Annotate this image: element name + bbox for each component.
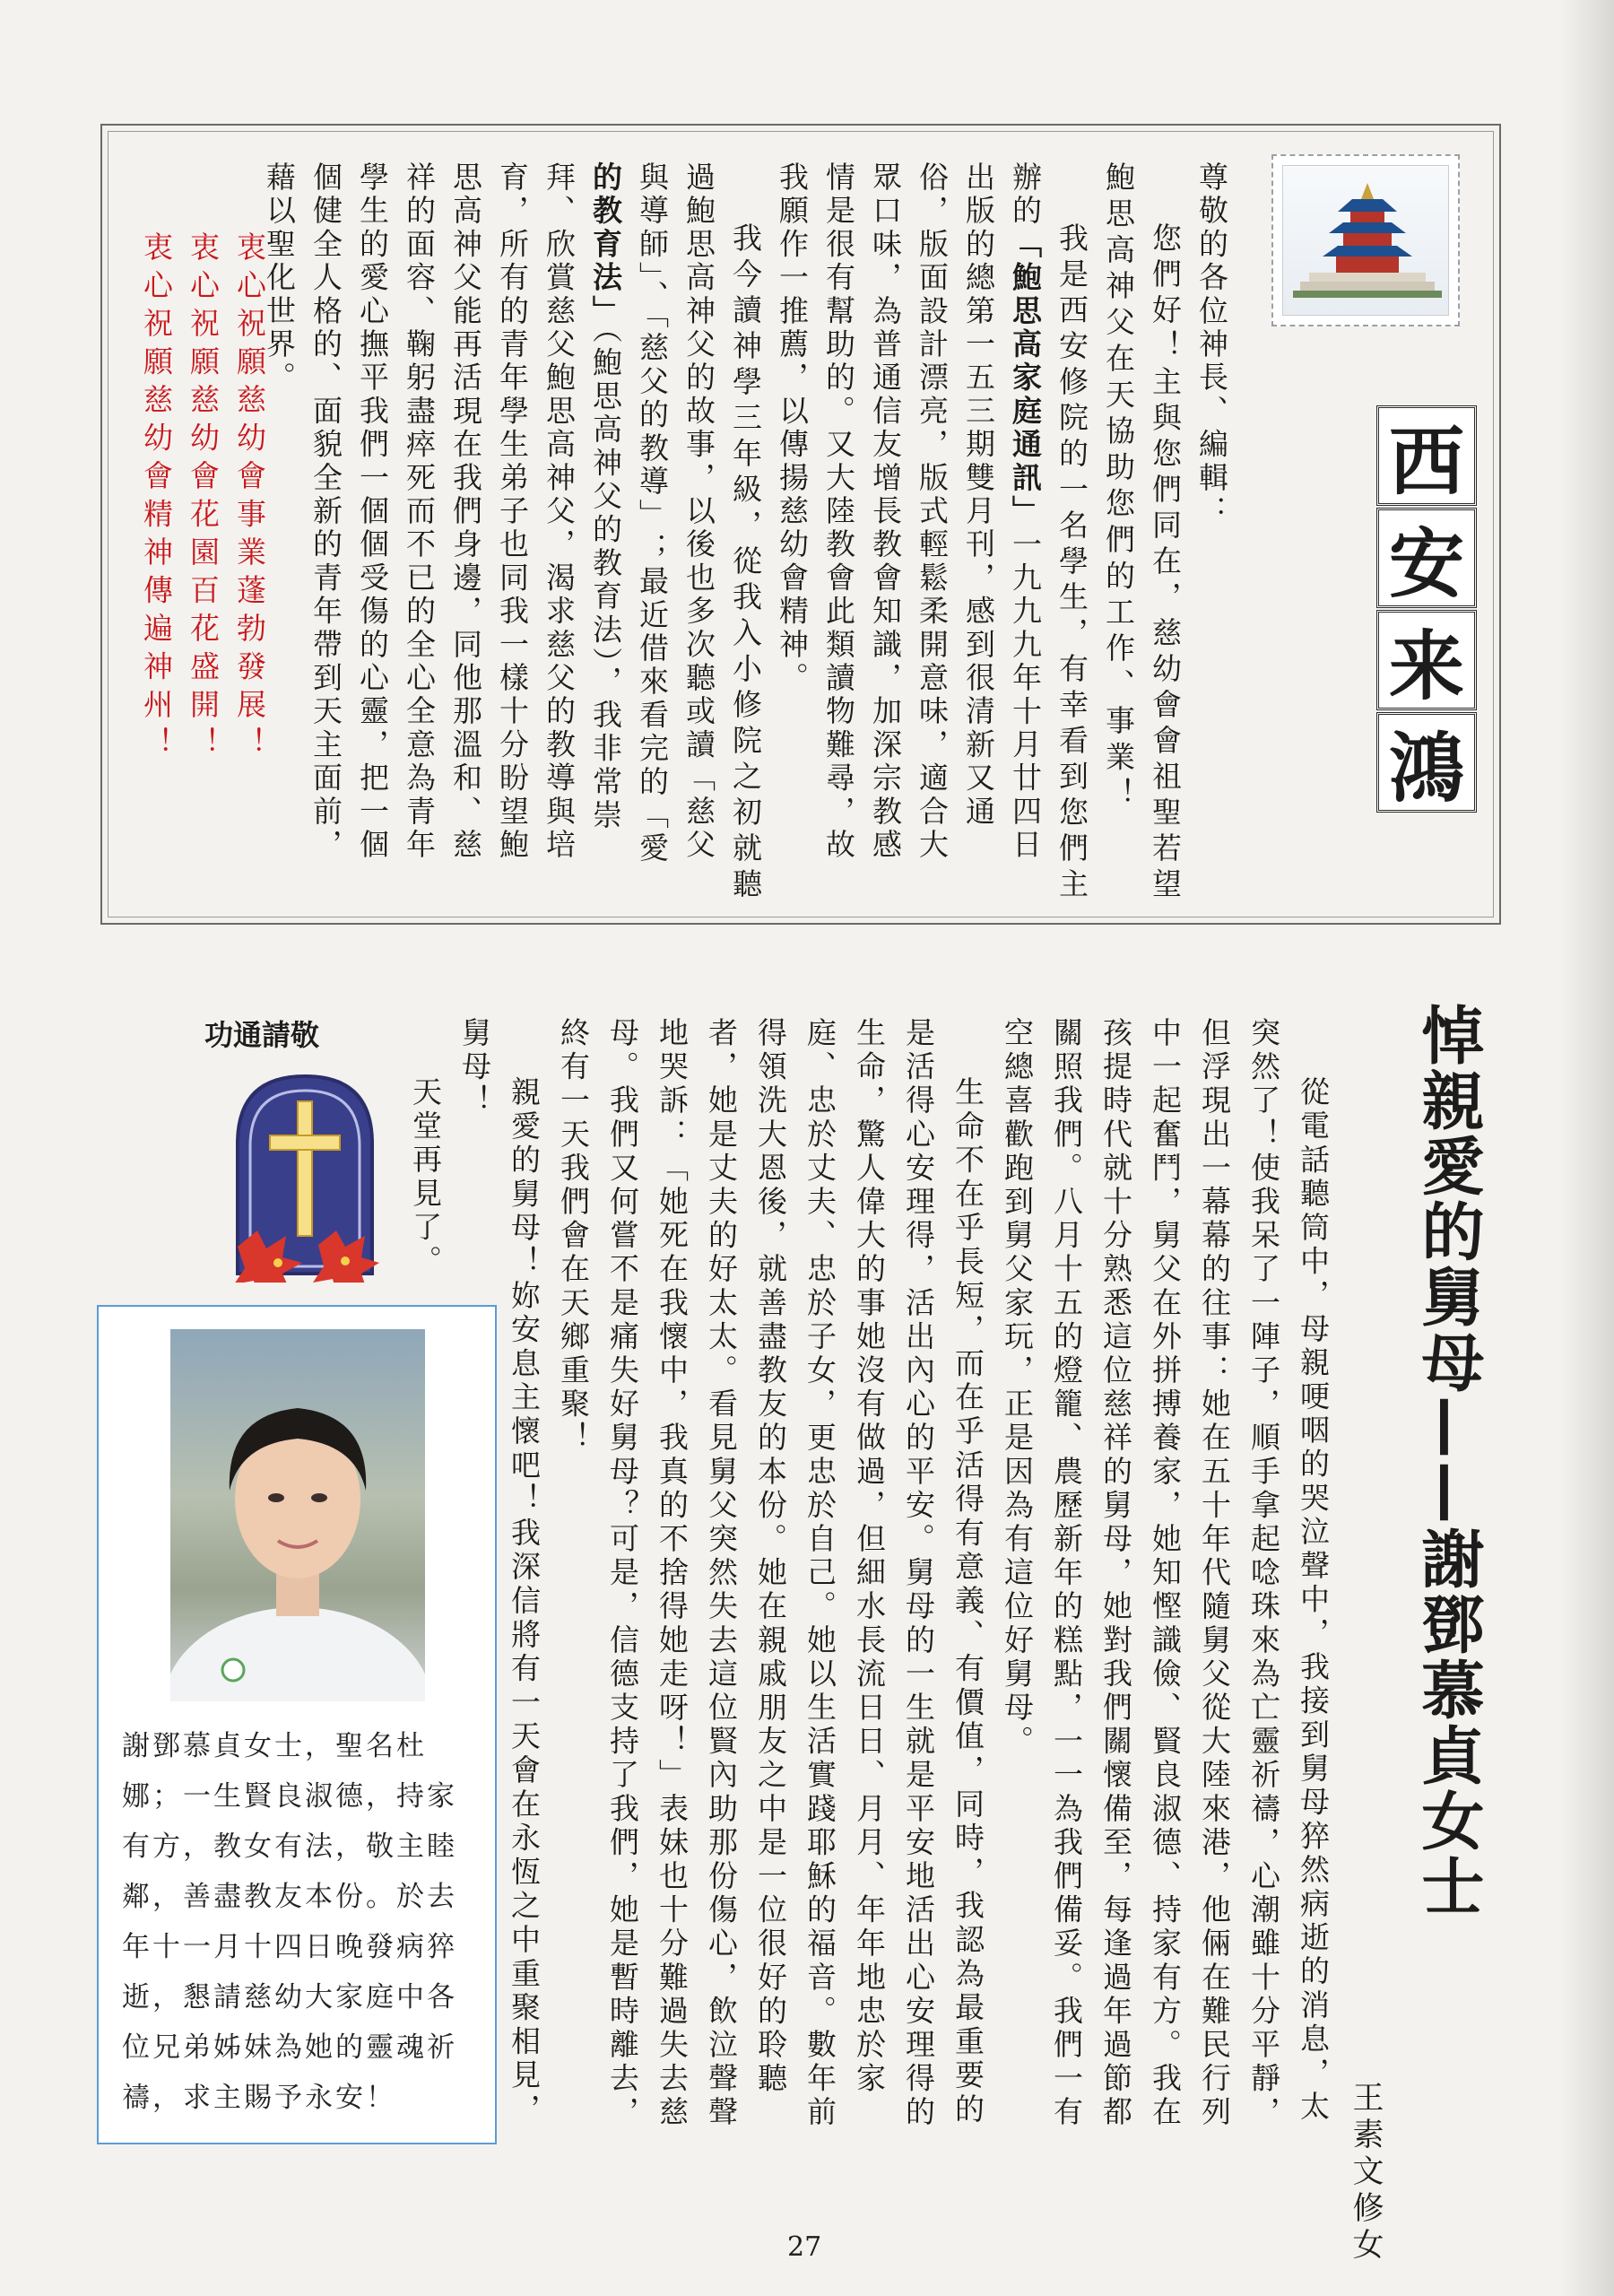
letter-line: 我是西安修院的一名學生，有幸看到您們主 xyxy=(1054,222,1089,904)
article-line: 得領洗大恩後，就善盡教友的本份。她在親戚朋友之中是一位很好的聆聽 xyxy=(753,1017,788,2097)
article-line: 生命，驚人偉大的事她沒有做過，但細水長流日日、月月、年年地忠於家 xyxy=(852,1017,887,2097)
letter-line: 我願作一推薦，以傳揚慈幼會精神。 xyxy=(775,161,810,696)
article-line: 但浮現出一幕幕的往事：她在五十年代隨舅父從大陸來港，他倆在難民行列 xyxy=(1197,1017,1232,2130)
letter-line: 祥的面容、鞠躬盡瘁死而不已的全心全意為青年 xyxy=(402,161,437,863)
letter-line: 拜、欣賞慈父鮑思高神父，渴求慈父的教導與培 xyxy=(542,161,577,863)
cross-icon xyxy=(211,1058,399,1283)
article-line: 終有一天我們會在天鄉重聚！ xyxy=(556,1017,591,1456)
letter-line: 育，所有的青年學生弟子也同我一樣十分盼望鮑 xyxy=(495,161,530,863)
letter-line: 個健全人格的、面貌全新的青年帶到天主面前， xyxy=(308,161,343,863)
article-line: 母。我們又何嘗不是痛失好舅母？可是，信德支持了我們，她是暫時離去， xyxy=(605,1017,640,2130)
letter-line: 思高神父能再活現在我們身邊，同他那溫和、慈 xyxy=(448,161,483,863)
portrait-photo xyxy=(170,1329,425,1701)
article-line: 生命不在乎長短，而在乎活得有意義、有價值，同時，我認為最重要的 xyxy=(950,1076,985,2127)
obituary-box xyxy=(97,1305,497,2144)
article-title: 悼親愛的舅母——謝鄧慕貞女士 xyxy=(1411,1003,1485,1919)
stamp-temple-image xyxy=(1271,154,1460,326)
letter-greeting: 尊敬的各位神長、編輯： xyxy=(1194,161,1229,529)
letter-line: 辦的「鮑思高家庭通訊」一九九九年十月廿四日 xyxy=(1008,161,1043,863)
emblem-title: 功通請敬 xyxy=(204,1018,320,1052)
article-line: 親愛的舅母！妳安息主懷吧！我深信將有一天會在永恆之中重聚相見， xyxy=(507,1076,542,2127)
article-author: 王素文修女 xyxy=(1348,2081,1384,2265)
article-line: 孩提時代就十分熟悉這位慈祥的舅母，她對我們關懷備至，每逢過年過節都 xyxy=(1098,1017,1133,2130)
wish-line-1: 衷心祝願慈幼會事業蓬勃發展！ xyxy=(232,231,267,765)
section-title-char-3: 来 xyxy=(1376,610,1477,710)
letter-line: 眾口味，為普通信友增長教會知識，加深宗教感 xyxy=(868,161,903,863)
section-title-char-1: 西 xyxy=(1376,405,1477,506)
letter-line: 學生的愛心撫平我們一個個受傷的心靈，把一個 xyxy=(355,161,390,863)
page-edge xyxy=(1560,0,1614,2296)
article-line: 舅母！ xyxy=(457,1017,492,1118)
article-line: 庭、忠於丈夫、忠於子女，更忠於自己。她以生活實踐耶穌的福音。數年前 xyxy=(803,1017,837,2130)
section-title-char-2: 安 xyxy=(1376,508,1477,608)
temple-icon xyxy=(1273,156,1462,328)
article-line: 地哭訴：「她死在我懷中，我真的不捨得她走呀！」表妹也十分難過失去慈 xyxy=(655,1017,690,2130)
section-title-char-4: 鴻 xyxy=(1376,712,1477,813)
article-line: 突然了！使我呆了一陣子，順手拿起唸珠來為亡靈祈禱，心潮雖十分平靜， xyxy=(1246,1017,1281,2130)
page-number: 27 xyxy=(787,2231,822,2263)
article-line: 空總喜歡跑到舅父家玩，正是因為有這位好舅母。 xyxy=(1000,1017,1035,1760)
letter-line: 鮑思高神父在天協助您們的工作、事業！ xyxy=(1101,161,1136,814)
article-line: 中一起奮鬥，舅父在外拼搏養家，她知慳識儉、賢良淑德、持家有方。我在 xyxy=(1148,1017,1183,2130)
obituary-caption: 謝鄧慕貞女士，聖名杜娜；一生賢良淑德，持家有方，教女有法，敬主睦鄰，善盡教友本份。於去年十一月十四日晚發病猝逝，懇請慈幼大家庭中各位兄弟姊妹為她的靈魂祈禱，求主賜予永安！ xyxy=(122,1730,457,2114)
cross-emblem xyxy=(211,1058,399,1283)
article-line: 關照我們。八月十五的燈籠、農歷新年的糕點，一一為我們備妥。我們一有 xyxy=(1049,1017,1084,2130)
article-line: 是活得心安理得，活出內心的平安。舅母的一生就是平安地活出心安理得的 xyxy=(901,1017,936,2130)
letter-line: 藉以聖化世界。 xyxy=(262,161,297,396)
letter-line: 的教育法」（鮑思高神父的教育法），我非常崇 xyxy=(588,161,623,833)
wish-line-2: 衷心祝願慈幼會花園百花盛開！ xyxy=(186,231,221,765)
article-line: 天堂再見了。 xyxy=(408,1076,443,1279)
letter-line: 俗，版面設計漂亮，版式輕鬆柔開意味，適合大 xyxy=(915,161,950,863)
article-line: 者，她是丈夫的好太太。看見舅父突然失去這位賢內助那份傷心，飲泣聲聲 xyxy=(704,1017,739,2130)
wish-line-3: 衷心祝願慈幼會精神傳遍神州！ xyxy=(139,231,174,765)
letter-line: 您們好！主與您們同在，慈幼會會祖聖若望 xyxy=(1148,222,1183,904)
article-line: 從電話聽筒中，母親哽咽的哭泣聲中，我接到舅母猝然病逝的消息，太 xyxy=(1296,1076,1331,2125)
letter-line: 過鮑思高神父的故事，以後也多次聽或讀「慈父 xyxy=(681,161,716,863)
letter-line: 與導師」、「慈父的教導」；最近借來看完的「愛 xyxy=(635,161,670,866)
letter-line: 出版的總第一五三期雙月刊，感到很清新又通 xyxy=(961,161,996,829)
letter-line: 情是很有幫助的。又大陸教會此類讀物難尋，故 xyxy=(821,161,856,863)
letter-line: 我今讀神學三年級，從我入小修院之初就聽 xyxy=(728,222,763,904)
